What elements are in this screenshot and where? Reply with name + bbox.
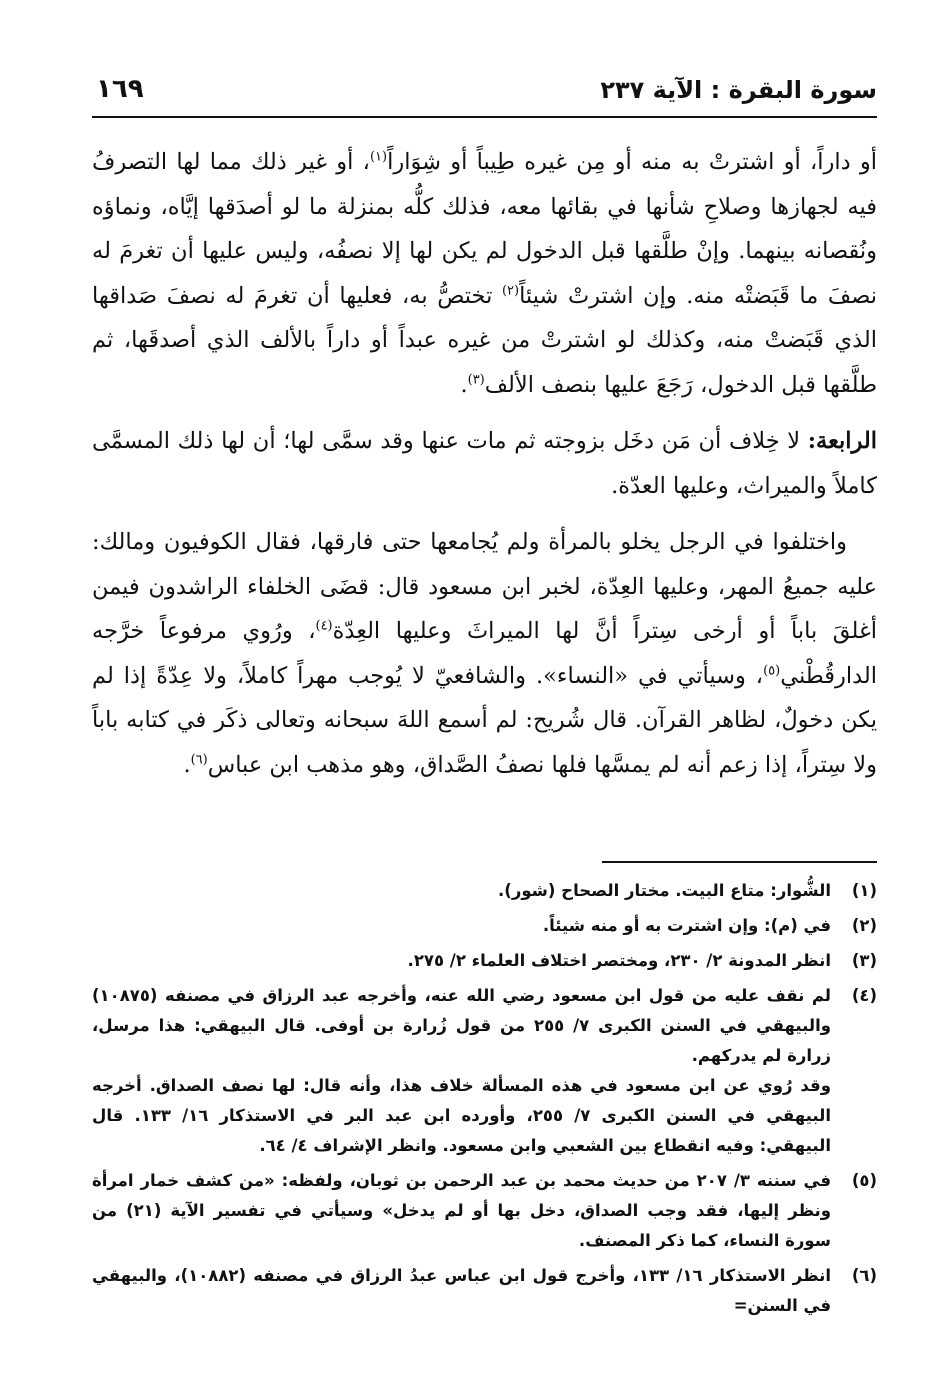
page-header (92, 70, 877, 118)
footnote-text (92, 946, 831, 976)
paragraph-1-text-2: ، أو غير ذلك مما لها التصرفُ فيه لجهازها وصلاحِ شأنها في بقائها معه، فذلك كلُّه بمنزلة ما لو أصدَقها إيَّاه، ونماؤه ونُقصانه بينهما. وإنْ طلَّقها قبل الدخول لم يكن لها إلا نصفُه، وليس عليها أن تغرمَ له نصفَ ما قَبَضتْه منه. وإن اشترتْ شيئاً (92, 149, 877, 309)
footnote-text (92, 876, 831, 906)
footnote-line: انظر المدونة ٢/ ٢٣٠، ومختصر اختلاف العلماء ٢/ ٢٧٥. (407, 951, 831, 970)
paragraph-1-text-3: تختصُّ به، فعليها أن تغرمَ له نصفَ صَداقها الذي قَبَضتْ منه، وكذلك لو اشترتْ من غيره عبداً أو داراً بالألف الذي أصدقَها، ثم طلَّقها قبل الدخول، رَجَعَ عليها بنصف الألف (92, 282, 877, 398)
footnote-text (92, 981, 831, 1161)
footnote-ref-6: (٦) (190, 752, 208, 767)
footnote-3 (92, 946, 877, 976)
paragraph-3-text-3: ، وسيأتي في «النساء». والشافعيّ لا يُوجب مهراً كاملاً، ولا عِدّةً إذا لم يكن دخولٌ، لظاهر القرآن. قال شُريح: لم أسمع اللهَ سبحانه وتعالى ذكَر في كتابه باباً ولا سِتراً، إذا زعم أنه لم يمسَّها فلها نصفُ الصَّداق، وهو مذهب ابن عباس (92, 662, 877, 778)
paragraph-1-text-4: . (460, 371, 468, 398)
footnote-6 (92, 1261, 877, 1321)
footnote-5 (92, 1166, 877, 1256)
footnote-2 (92, 911, 877, 941)
paragraph-3-text-2: ، ورُوي مرفوعاً خرَّجه الدارقُطْني (92, 618, 877, 689)
footnote-number: (٦) (851, 1266, 877, 1285)
footnote-ref-5: (٥) (763, 663, 781, 678)
footnote-number: (٤) (851, 986, 877, 1005)
footnote-line: في سننه ٣/ ٢٠٧ من حديث محمد بن عبد الرحمن بن ثوبان، ولفظه: «من كشف خمار امرأة ونظر إليها، فقد وجب الصداق، دخل بها أو لم يدخل» وسيأتي في تفسير الآية (٢١) من سورة النساء، كما ذكر المصنف. (92, 1171, 831, 1250)
paragraph-3-text-1: واختلفوا في الرجل يخلو بالمرأة ولم يُجامعها حتى فارقها، فقال الكوفيون ومالك: عليه جميعُ المهر، وعليها العِدّة، لخبر ابن مسعود قال: قضَى الخلفاء الراشدون فيمن أغلقَ باباً أو أرخى سِتراً أنَّ لها الميراثَ وعليها العِدّة (92, 529, 877, 644)
paragraph-3 (92, 520, 877, 787)
footnote-line: لم نقف عليه من قول ابن مسعود رضي الله عنه، وأخرجه عبد الرزاق في مصنفه (١٠٨٧٥) والبيهقي في السنن الكبرى ٧/ ٢٥٥ من قول زُرارة بن أوفى. قال البيهقي: هذا مرسل، زرارة لم يدركهم. (92, 986, 832, 1065)
footnote-ref-1: (١) (369, 149, 388, 165)
footnote-divider (602, 861, 877, 863)
paragraph-2 (92, 419, 877, 508)
footnote-number: (١) (851, 881, 877, 900)
footnote-1 (92, 876, 877, 906)
footnote-line: انظر الاستذكار ١٦/ ١٣٣، وأخرج قول ابن عباس عبدُ الرزاق في مصنفه (١٠٨٨٢)، والبيهقي في السنن= (92, 1266, 831, 1315)
footnote-number: (٥) (851, 1171, 877, 1190)
paragraph-3-text-4: . (183, 751, 191, 778)
footnote-ref-4: (٤) (315, 618, 333, 634)
main-text (92, 140, 877, 799)
footnote-ref-2: (٢) (501, 283, 520, 298)
footnote-line: الشُّوار: متاع البيت. مختار الصحاح (شور). (498, 881, 831, 900)
section-lead-fourth: الرابعة: (807, 428, 877, 454)
paragraph-1 (92, 140, 877, 407)
footnote-line: وقد رُوي عن ابن مسعود في هذه المسألة خلاف هذا، وأنه قال: لها نصف الصداق. أخرجه البيهقي في السنن الكبرى ٧/ ٢٥٥، وأورده ابن عبد البر في الاستذكار ١٦/ ١٣٣. قال البيهقي: وفيه انقطاع بين الشعبي وابن مسعود. وانظر الإشراف ٤/ ٦٤. (92, 1076, 831, 1155)
footnote-4 (92, 981, 877, 1161)
page-number: ١٦٩ (96, 74, 144, 104)
paragraph-1-text-1: أو داراً، أو اشترتْ به منه أو مِن غيره طِيباً أو شِوَاراً (387, 149, 878, 175)
footnotes (92, 876, 877, 1326)
footnote-line: في (م): وإن اشترت به أو منه شيئاً. (542, 916, 831, 935)
footnote-number: (٢) (851, 916, 877, 935)
footnote-ref-3: (٣) (467, 372, 485, 387)
footnote-text (92, 1261, 831, 1321)
footnote-text (92, 1166, 831, 1256)
book-page (92, 0, 877, 1391)
footnote-number: (٣) (851, 951, 877, 970)
running-title: سورة البقرة : الآية ٢٣٧ (600, 76, 877, 104)
footnote-text (92, 911, 831, 941)
paragraph-2-text-1: لا خِلاف أن مَن دخَل بزوجته ثم مات عنها وقد سمَّى لها؛ أن لها ذلك المسمَّى كاملاً والميراث، وعليها العدّة. (92, 428, 877, 499)
